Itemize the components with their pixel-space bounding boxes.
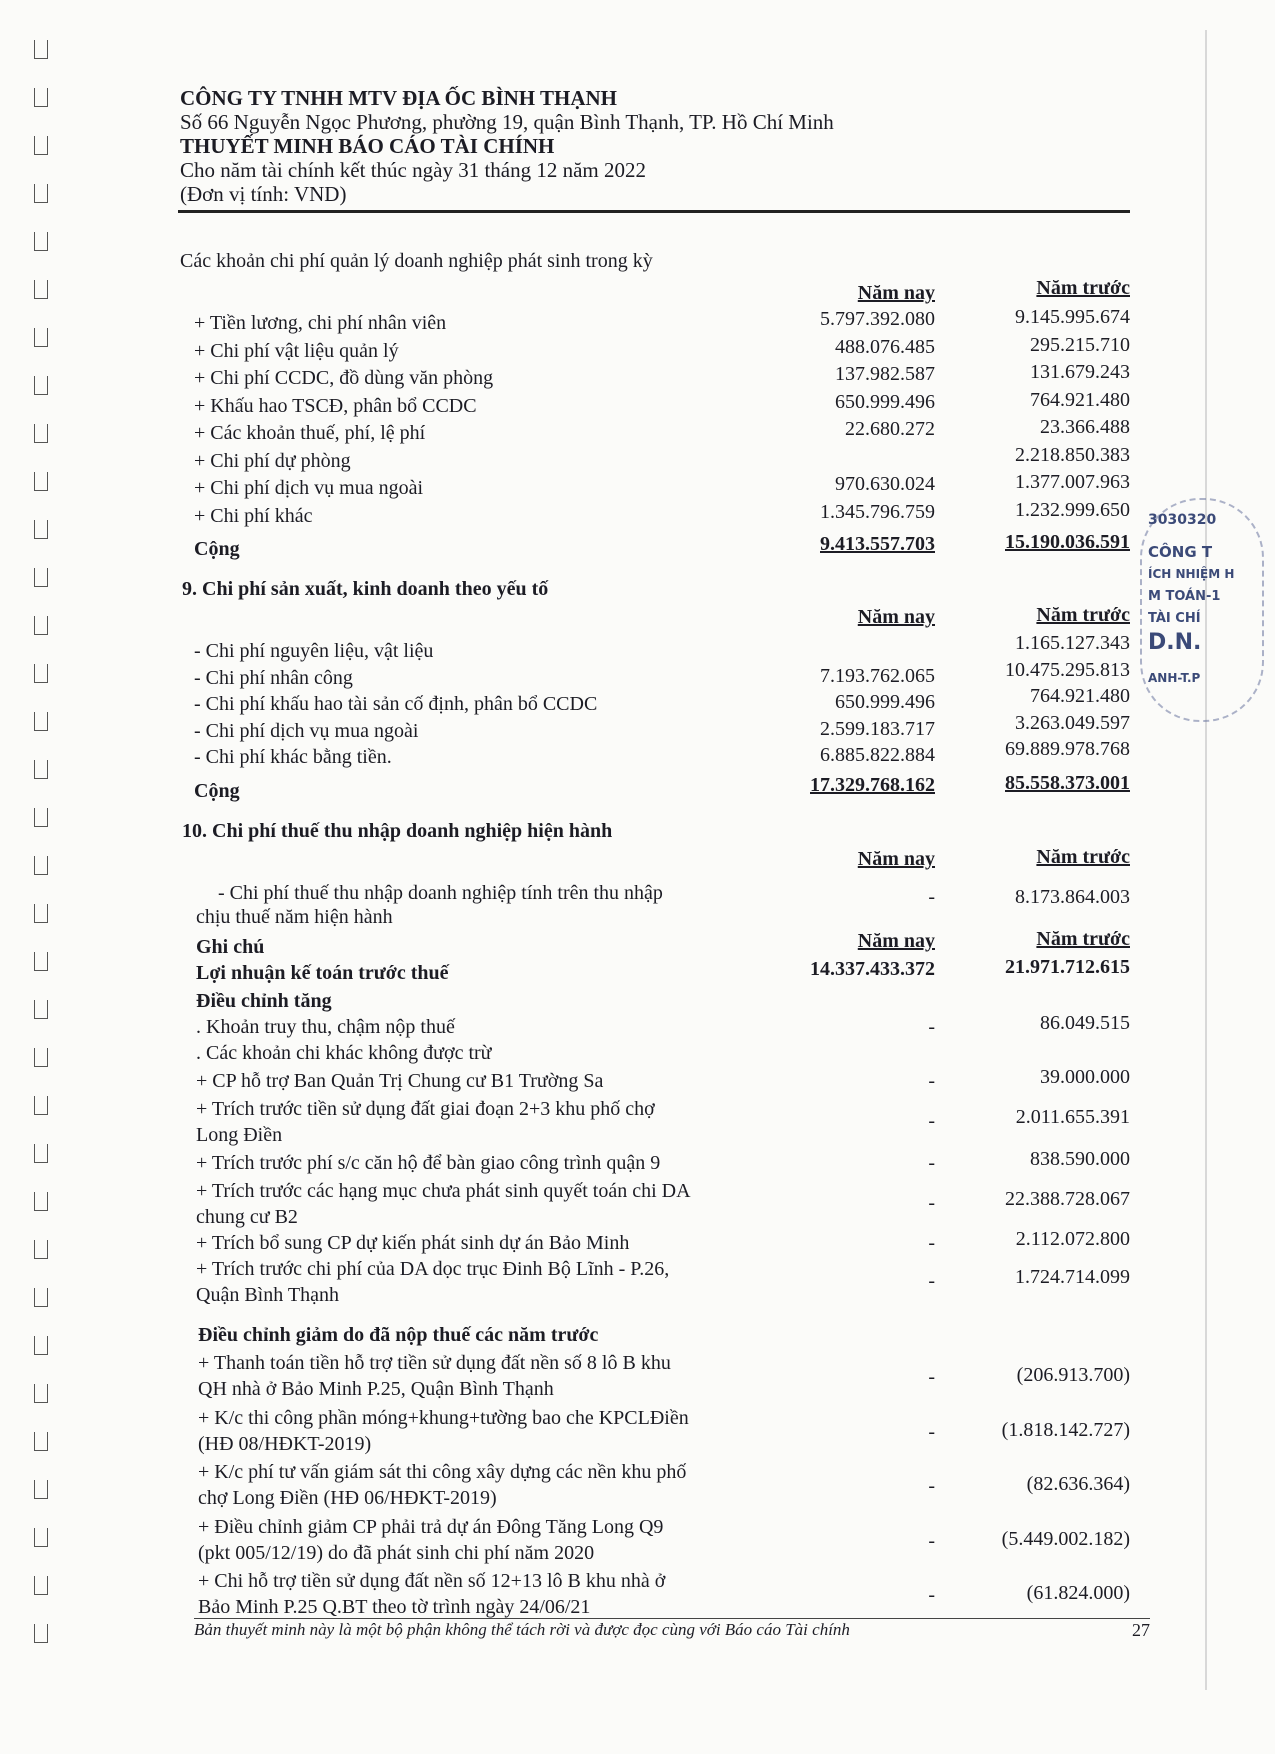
inc-row-prior: 22.388.728.067 <box>1005 1188 1130 1210</box>
inc-row-prior: 1.724.714.099 <box>1015 1266 1130 1288</box>
admin-row-current: 137.982.587 <box>835 363 935 385</box>
admin-row-prior: 295.215.710 <box>1030 333 1130 356</box>
binding-hole <box>34 40 48 59</box>
s9-total-current: 17.329.768.162 <box>810 774 935 796</box>
s9-row-current: 6.885.822.884 <box>820 744 935 766</box>
binding-hole <box>34 1240 48 1259</box>
inc-row-label: + Trích bổ sung CP dự kiến phát sinh dự án Bảo Minh <box>196 1232 630 1254</box>
binding-hole <box>34 904 48 923</box>
binding-hole <box>34 760 48 779</box>
binding-hole <box>34 712 48 731</box>
admin-row-prior: 131.679.243 <box>1030 361 1130 383</box>
stamp-text: 3030320 <box>1148 512 1217 528</box>
inc-row-label: + Trích trước tiền sử dụng đất giai đoạn 2+3 khu phố chợ <box>196 1098 655 1120</box>
admin-row-label: + Các khoản thuế, phí, lệ phí <box>194 422 426 444</box>
binding-hole <box>34 1576 48 1595</box>
binding-hole <box>34 856 48 875</box>
binding-hole <box>34 1432 48 1451</box>
binding-hole <box>34 952 48 971</box>
dec-row-label: + Chi hỗ trợ tiền sử dụng đất nền số 12+13 lô B khu nhà ở <box>198 1570 666 1592</box>
s10-tax-current: - <box>928 886 935 908</box>
s9-row-current: 7.193.762.065 <box>820 664 935 687</box>
admin-row-current: 650.999.496 <box>835 390 935 413</box>
s9-row-label: - Chi phí khác bằng tiền. <box>194 746 392 768</box>
inc-row-label: + Trích trước các hạng mục chưa phát sinh quyết toán chi DA <box>196 1180 691 1202</box>
binding-hole <box>34 1000 48 1019</box>
reporting-period: Cho năm tài chính kết thúc ngày 31 tháng 12 năm 2022 <box>180 158 646 182</box>
admin-row-current: 488.076.485 <box>835 335 935 358</box>
s9-row-label: - Chi phí nhân công <box>194 666 353 689</box>
inc-row-current: - <box>928 1192 935 1214</box>
page-edge <box>1205 30 1207 1690</box>
binding-hole <box>34 1336 48 1355</box>
stamp-text: TÀI CHÍ <box>1148 611 1201 626</box>
profit-label: Lợi nhuận kế toán trước thuế <box>196 962 449 984</box>
dec-row-label-cont: chợ Long Điền (HĐ 06/HĐKT-2019) <box>198 1487 497 1509</box>
dec-row-label: + K/c thi công phần móng+khung+tường bao che KPCLĐiền <box>198 1406 689 1429</box>
admin-total-label: Cộng <box>194 538 240 560</box>
admin-row-label: + Chi phí dự phòng <box>194 449 351 472</box>
dec-row-current: - <box>928 1584 935 1606</box>
admin-row-label: + Chi phí khác <box>194 504 313 527</box>
inc-row-current: - <box>928 1232 935 1254</box>
page-number: 27 <box>1132 1620 1150 1640</box>
admin-row-label: + Chi phí dịch vụ mua ngoài <box>194 477 424 499</box>
decrease-label: Điều chỉnh giảm do đã nộp thuế các năm trước <box>198 1324 599 1346</box>
s9-row-prior: 764.921.480 <box>1030 685 1130 707</box>
binding-hole <box>34 1480 48 1499</box>
s9-col-header-prior: Năm trước <box>1036 604 1130 626</box>
s9-row-label: - Chi phí nguyên liệu, vật liệu <box>194 640 434 662</box>
s9-row-label: - Chi phí khấu hao tài sản cố định, phân bổ CCDC <box>194 693 598 715</box>
dec-row-current: - <box>928 1529 935 1552</box>
admin-row-prior: 9.145.995.674 <box>1015 306 1130 328</box>
dec-row-prior: (82.636.364) <box>1026 1473 1130 1495</box>
profit-current: 14.337.433.372 <box>810 958 935 980</box>
binding-hole <box>34 1144 48 1163</box>
document-title: THUYẾT MINH BÁO CÁO TÀI CHÍNH <box>180 134 555 158</box>
inc-row-current: - <box>928 1152 935 1174</box>
binding-hole <box>34 88 48 107</box>
s10-col-header-prior: Năm trước <box>1036 846 1130 868</box>
inc-row-label-cont: Long Điền <box>196 1124 283 1146</box>
company-address: Số 66 Nguyễn Ngọc Phương, phường 19, quận Bình Thạnh, TP. Hồ Chí Minh <box>180 110 834 134</box>
dec-row-label-cont: (HĐ 08/HĐKT-2019) <box>198 1432 372 1455</box>
inc-row-current: - <box>928 1270 935 1292</box>
dec-row-prior: (1.818.142.727) <box>1001 1418 1130 1441</box>
s9-row-label: - Chi phí dịch vụ mua ngoài <box>194 719 419 742</box>
binding-holes <box>34 40 52 1670</box>
inc-row-prior: 2.112.072.800 <box>1015 1228 1130 1250</box>
admin-row-label: + Chi phí vật liệu quản lý <box>194 339 399 362</box>
s9-row-prior: 1.165.127.343 <box>1015 632 1130 654</box>
col-header-prior: Năm trước <box>1036 277 1130 299</box>
inc-row-prior: 838.590.000 <box>1030 1148 1130 1170</box>
admin-row-prior: 2.218.850.383 <box>1015 443 1130 466</box>
dec-row-label-cont: (pkt 005/12/19) do đã phát sinh chi phí năm 2020 <box>198 1541 595 1564</box>
inc-row-prior: 86.049.515 <box>1040 1012 1130 1034</box>
note-col-prior: Năm trước <box>1036 928 1130 950</box>
s9-row-prior: 10.475.295.813 <box>1005 658 1130 681</box>
section-9-title: 9. Chi phí sản xuất, kinh doanh theo yếu tố <box>182 578 549 600</box>
dec-row-label: + Điều chỉnh giảm CP phải trả dự án Đông Tăng Long Q9 <box>198 1515 664 1538</box>
s10-tax-line1: - Chi phí thuế thu nhập doanh nghiệp tính trên thu nhập <box>218 882 663 904</box>
section-10-title: 10. Chi phí thuế thu nhập doanh nghiệp hiện hành <box>182 820 613 842</box>
binding-hole <box>34 568 48 587</box>
binding-hole <box>34 424 48 443</box>
binding-hole <box>34 328 48 347</box>
note-col-current: Năm nay <box>857 930 935 952</box>
s9-col-header-current: Năm nay <box>857 606 935 628</box>
admin-total-prior: 15.190.036.591 <box>1005 531 1130 553</box>
dec-row-label: + K/c phí tư vấn giám sát thi công xây dựng các nền khu phố <box>198 1461 687 1483</box>
increase-label: Điều chỉnh tăng <box>196 990 332 1012</box>
dec-row-prior: (206.913.700) <box>1016 1364 1130 1386</box>
admin-row-prior: 1.377.007.963 <box>1015 471 1130 493</box>
binding-hole <box>34 808 48 827</box>
binding-hole <box>34 1384 48 1403</box>
document-header <box>180 86 1140 206</box>
inc-row-current: - <box>928 1016 935 1038</box>
s9-total-prior: 85.558.373.001 <box>1005 772 1130 794</box>
binding-hole <box>34 376 48 395</box>
s10-tax-prior: 8.173.864.003 <box>1015 886 1130 908</box>
admin-expenses-title: Các khoản chi phí quản lý doanh nghiệp phát sinh trong kỳ <box>180 250 653 272</box>
footer-rule <box>194 1618 1150 1619</box>
binding-hole <box>34 1624 48 1643</box>
binding-hole <box>34 184 48 203</box>
admin-row-label: + Tiền lương, chi phí nhân viên <box>194 312 447 334</box>
header-rule <box>178 210 1130 213</box>
s9-row-current: 2.599.183.717 <box>820 717 935 740</box>
binding-hole <box>34 1528 48 1547</box>
stamp-text: D.N. <box>1148 630 1202 655</box>
inc-row-label: + Trích trước phí s/c căn hộ để bàn giao công trình quận 9 <box>196 1152 661 1174</box>
stamp-text: CÔNG T <box>1148 543 1213 561</box>
inc-row-prior: 2.011.655.391 <box>1015 1106 1130 1128</box>
binding-hole <box>34 232 48 251</box>
inc-row-current: - <box>928 1070 935 1092</box>
dec-row-prior: (5.449.002.182) <box>1001 1527 1130 1550</box>
col-header-current: Năm nay <box>857 282 935 304</box>
admin-row-prior: 764.921.480 <box>1030 388 1130 411</box>
footer-note: Bản thuyết minh này là một bộ phận không thể tách rời và được đọc cùng với Báo cáo Tài chính <box>194 1620 850 1639</box>
s9-row-prior: 3.263.049.597 <box>1015 711 1130 734</box>
binding-hole <box>34 1096 48 1115</box>
company-name: CÔNG TY TNHH MTV ĐỊA ỐC BÌNH THẠNH <box>180 86 617 110</box>
dec-row-current: - <box>928 1420 935 1443</box>
currency-unit: (Đơn vị tính: VND) <box>180 182 347 206</box>
dec-row-label-cont: QH nhà ở Bảo Minh P.25, Quận Bình Thạnh <box>198 1378 554 1400</box>
stamp-text: M TOÁN-1 <box>1148 589 1221 604</box>
dec-row-label: + Thanh toán tiền hỗ trợ tiền sử dụng đất nền số 8 lô B khu <box>198 1352 671 1374</box>
admin-row-label: + Chi phí CCDC, đồ dùng văn phòng <box>194 367 494 389</box>
binding-hole <box>34 616 48 635</box>
s9-row-current: 650.999.496 <box>835 691 935 713</box>
inc-row-label-cont: chung cư B2 <box>196 1206 298 1228</box>
inc-row-label-cont: Quận Bình Thạnh <box>196 1284 339 1306</box>
page-footer <box>194 1620 1150 1640</box>
binding-hole <box>34 136 48 155</box>
note-label: Ghi chú <box>196 936 265 958</box>
admin-row-label: + Khấu hao TSCĐ, phân bổ CCDC <box>194 394 477 417</box>
dec-row-current: - <box>928 1475 935 1497</box>
inc-row-label: + CP hỗ trợ Ban Quản Trị Chung cư B1 Trường Sa <box>196 1070 604 1092</box>
dec-row-prior: (61.824.000) <box>1026 1582 1130 1604</box>
binding-hole <box>34 664 48 683</box>
admin-row-current: 22.680.272 <box>845 418 935 440</box>
admin-total-current: 9.413.557.703 <box>820 533 935 555</box>
admin-row-prior: 23.366.488 <box>1040 416 1130 438</box>
inc-row-label: + Trích trước chi phí của DA dọc trục Đinh Bộ Lĩnh - P.26, <box>196 1258 670 1280</box>
s10-col-header-current: Năm nay <box>857 848 935 870</box>
inc-row-current: - <box>928 1110 935 1132</box>
company-stamp <box>1140 498 1275 728</box>
binding-hole <box>34 472 48 491</box>
inc-row-label: . Các khoản chi khác không được trừ <box>196 1042 492 1064</box>
profit-prior: 21.971.712.615 <box>1005 956 1130 978</box>
s10-tax-line2: chịu thuế năm hiện hành <box>196 906 393 928</box>
stamp-text: ANH-T.P <box>1148 671 1201 685</box>
admin-row-current: 5.797.392.080 <box>820 308 935 330</box>
admin-row-current: 1.345.796.759 <box>820 500 935 523</box>
binding-hole <box>34 1288 48 1307</box>
dec-row-label-cont: Bảo Minh P.25 Q.BT theo tờ trình ngày 24/06/21 <box>198 1596 591 1618</box>
s9-total-label: Cộng <box>194 780 240 802</box>
binding-hole <box>34 1048 48 1067</box>
binding-hole <box>34 280 48 299</box>
inc-row-label: . Khoản truy thu, chậm nộp thuế <box>196 1016 455 1038</box>
binding-hole <box>34 1192 48 1211</box>
stamp-text: ÍCH NHIỆM H <box>1148 567 1235 581</box>
admin-row-current: 970.630.024 <box>835 473 935 495</box>
s9-row-prior: 69.889.978.768 <box>1005 738 1130 760</box>
binding-hole <box>34 520 48 539</box>
inc-row-prior: 39.000.000 <box>1040 1066 1130 1088</box>
admin-row-prior: 1.232.999.650 <box>1015 498 1130 521</box>
dec-row-current: - <box>928 1366 935 1388</box>
